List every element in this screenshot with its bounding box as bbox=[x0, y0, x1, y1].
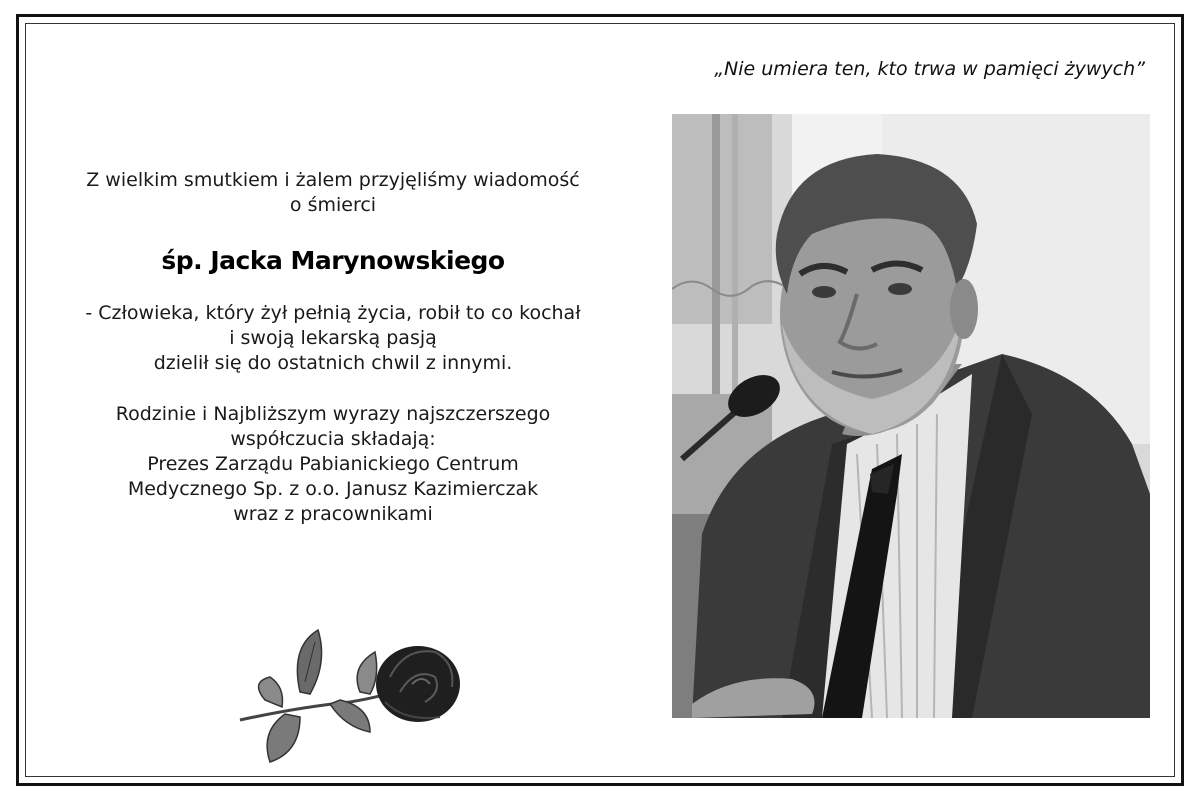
condolences-line-5: wraz z pracownikami bbox=[233, 503, 433, 525]
memorial-quote: „Nie umiera ten, kto trwa w pamięci żywych” bbox=[714, 58, 1145, 80]
condolences-line-3: Prezes Zarządu Pabianickiego Centrum bbox=[147, 453, 519, 475]
tribute-line-3: dzielił się do ostatnich chwil z innymi. bbox=[153, 352, 513, 374]
intro-line-1: Z wielkim smutkiem i żalem przyjęliśmy wiadomość bbox=[86, 169, 580, 191]
portrait-photo bbox=[672, 114, 1150, 718]
tribute-line-2: i swoją lekarską pasją bbox=[229, 327, 437, 349]
rose-icon bbox=[230, 622, 470, 772]
condolences-line-4: Medycznego Sp. z o.o. Janusz Kazimierczak bbox=[127, 478, 539, 500]
tribute-line-1: - Człowieka, który żył pełnią życia, robił to co kochał bbox=[85, 302, 581, 324]
condolences-line-2: współczucia składają: bbox=[230, 428, 436, 450]
deceased-name: śp. Jacka Marynowskiego bbox=[161, 246, 505, 275]
condolences-line-1: Rodzinie i Najbliższym wyrazy najszczerszego bbox=[115, 403, 551, 425]
intro-line-2: o śmierci bbox=[289, 194, 377, 216]
paragraph-spacer bbox=[28, 376, 638, 402]
portrait-image bbox=[672, 114, 1150, 718]
obituary-text bbox=[28, 168, 638, 527]
rose-illustration bbox=[230, 622, 470, 772]
